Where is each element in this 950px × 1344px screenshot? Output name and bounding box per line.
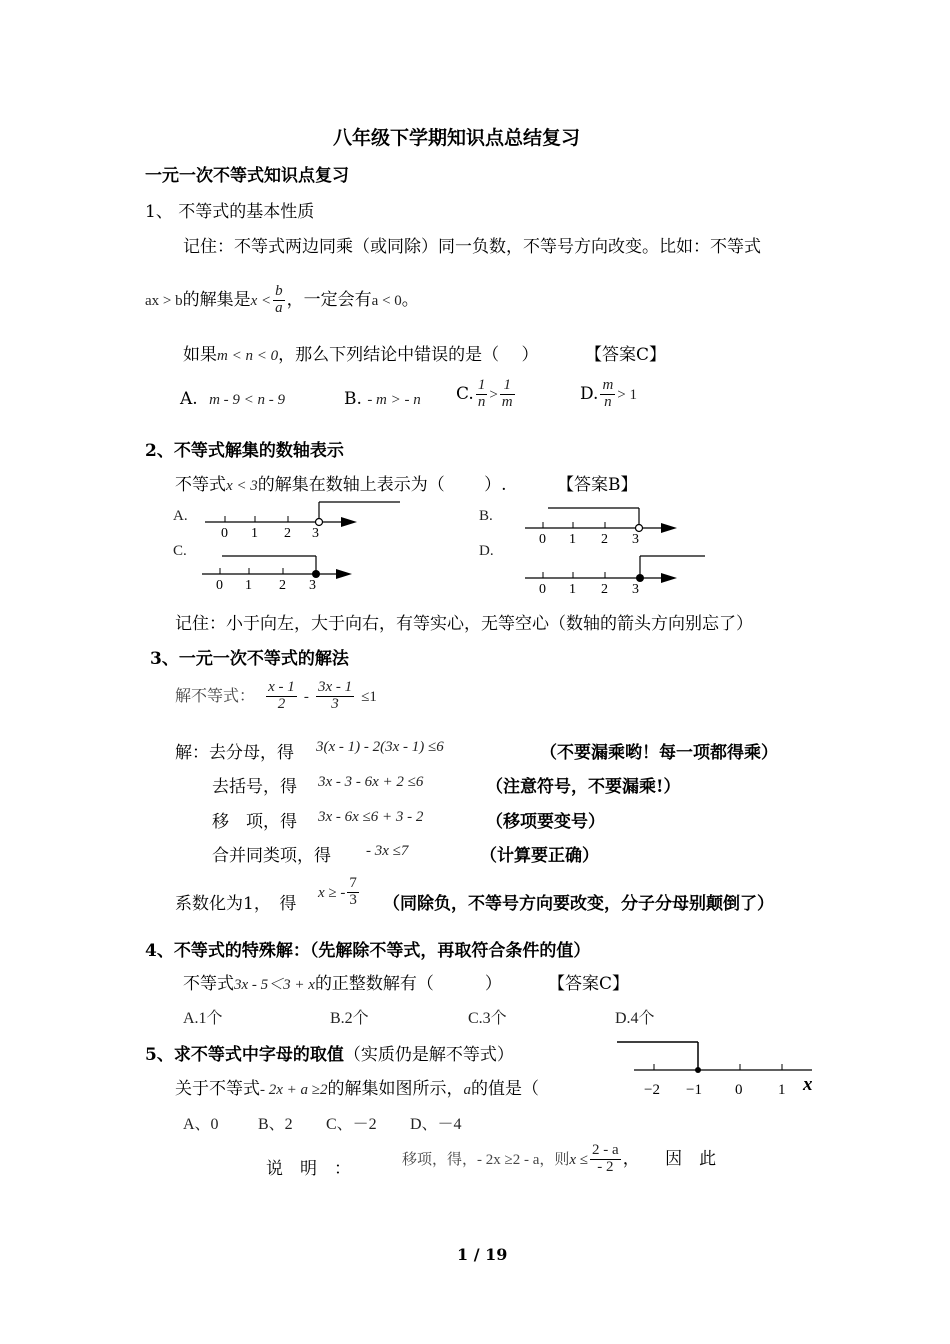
explain-label: 说 明 ： [266, 1159, 351, 1179]
example-frac-den: a [275, 299, 283, 316]
item4-q-prefix: 不等式 [183, 974, 234, 994]
item5-question [175, 1074, 539, 1099]
step-4-label: 合并同类项，得 [212, 846, 331, 866]
problem-frac1 [266, 680, 297, 713]
question-prefix: 如果 [183, 345, 217, 365]
tick-label: 1 [245, 578, 252, 593]
step-1-expr: 3(x - 1) - 2(3x - 1) ≤6 [316, 739, 444, 755]
step-3-label: 移 项，得 [212, 812, 297, 832]
final-expr: x ≥ - [318, 884, 346, 901]
item1-question [183, 340, 538, 365]
axis-tick: 1 [778, 1082, 786, 1098]
tick-label: 1 [251, 526, 258, 541]
item5-option-d: D、－4 [410, 1116, 462, 1133]
item5-option-c: C、－2 [326, 1116, 377, 1133]
example-x: x < [250, 292, 272, 309]
item2-q-text: 的解集在数轴上表示为（ ）. [257, 475, 507, 495]
step-2-expr: 3x - 3 - 6x + 2 ≤6 [318, 774, 424, 790]
final-den: 3 [349, 891, 357, 908]
axis-tick: 0 [735, 1082, 743, 1098]
item5-q-end: 的值是（ [471, 1079, 540, 1099]
explain-x: x ≤ [569, 1151, 589, 1168]
explain-num: 2 - a [592, 1142, 619, 1158]
question-text: ，那么下列结论中错误的是（ ） [278, 345, 539, 365]
frac2-num: 1 [500, 378, 515, 395]
tick-label: 2 [279, 578, 286, 593]
item1-example [145, 284, 419, 317]
tick-label: 3 [309, 578, 316, 593]
item5-q-expr: - 2x + a ≥2 [260, 1082, 328, 1098]
example-period: 。 [401, 289, 419, 310]
question-cond: m < n < 0 [217, 348, 279, 364]
item4-option-b: B.2个 [330, 1010, 369, 1027]
item4-option-a: A.1个 [183, 1010, 223, 1027]
tick-label: 2 [601, 532, 608, 547]
axis-label: x [803, 1074, 813, 1095]
explain-frac [590, 1143, 621, 1176]
frac2-den: m [501, 393, 513, 410]
item4-q-text: 的正整数解有（ ） [314, 974, 502, 994]
item5-q-prefix: 关于不等式 [175, 1079, 260, 1099]
item2-q-expr: x < 3 [226, 478, 258, 494]
item4-option-d: D.4个 [615, 1010, 655, 1027]
tick-label: 0 [539, 532, 546, 547]
item1-option-d [580, 378, 637, 411]
option-a-expr: m - 9 < n - 9 [209, 392, 286, 408]
f2-num: 3x - 1 [317, 679, 353, 695]
item1-title: 1、 不等式的基本性质 [145, 202, 315, 222]
option-b-expr: - m > - n [367, 392, 421, 408]
label-b: B. [479, 508, 493, 524]
option-a-label: A. [180, 389, 198, 409]
example-prefix: ax > b [145, 292, 183, 309]
item4-question [183, 969, 502, 994]
step-4-expr: - 3x ≤7 [366, 843, 409, 859]
fracd-den: n [604, 393, 612, 410]
label-c: C. [173, 543, 187, 559]
item4-option-c: C.3个 [468, 1010, 507, 1027]
tick-label: 3 [632, 582, 639, 597]
final-frac [347, 876, 359, 909]
number-line-c [192, 552, 367, 597]
item1-option-c [456, 378, 517, 411]
explain-end: ， 因 此 [622, 1148, 717, 1169]
tick-label: 0 [539, 582, 546, 597]
example-end: ，一定会有 [286, 289, 372, 310]
step-2-label: 去括号，得 [212, 777, 297, 797]
item5-option-a: A、0 [183, 1116, 219, 1133]
number-line-b [515, 504, 690, 549]
fracd-num: m [602, 377, 614, 393]
problem-prefix: 解不等式： [175, 685, 256, 705]
example-mid: 的解集是 [182, 289, 251, 310]
step-2-note: （注意符号，不要漏乘!） [486, 777, 681, 797]
problem-rhs: ≤1 [361, 688, 377, 705]
item3-problem [175, 680, 377, 713]
item1-answer: 【答案C】 [585, 345, 667, 365]
item2-remember: 记住：小于向左，大于向右，有等实心，无等空心（数轴的箭头方向别忘了） [175, 614, 753, 634]
item4-q-expr: 3x - 5＜3 + x [234, 977, 315, 993]
item2-q-prefix: 不等式 [175, 475, 226, 495]
item5-number-line [612, 1036, 822, 1101]
tick-label: 0 [216, 578, 223, 593]
option-d-frac [600, 378, 615, 411]
tick-label: 3 [312, 526, 319, 541]
explain-text: 移项，得，- 2x ≥2 - a，则 [402, 1151, 570, 1168]
option-d-rest: > 1 [617, 386, 637, 403]
example-fraction [273, 284, 285, 317]
step-1-note: （不要漏乘哟！每一项都得乘） [540, 743, 778, 763]
example-frac-num: b [275, 283, 283, 299]
item5-q-text: 的解集如图所示， [327, 1079, 464, 1099]
option-b-label: B. [344, 389, 362, 409]
explain-content [402, 1143, 716, 1176]
section-heading: 一元一次不等式知识点复习 [145, 166, 349, 186]
item5-title-main: 5、求不等式中字母的取值 [145, 1045, 344, 1065]
final-step-note: （同除负，不等号方向要改变，分子分母别颠倒了） [383, 894, 774, 914]
tick-label: 2 [601, 582, 608, 597]
problem-frac2 [316, 680, 354, 713]
item2-answer: 【答案B】 [557, 475, 638, 495]
axis-tick: −1 [686, 1082, 702, 1098]
option-c-label: C. [456, 383, 474, 404]
example-cond: a < 0 [371, 292, 402, 309]
tick-label: 1 [569, 532, 576, 547]
final-step-label: 系数化为1， 得 [175, 894, 297, 914]
label-a: A. [173, 508, 188, 524]
f1-num: x - 1 [268, 679, 295, 695]
page-number: 1 / 19 [457, 1245, 508, 1264]
final-num: 7 [349, 875, 357, 891]
option-c-op: > [489, 386, 498, 403]
page-title: 八年级下学期知识点总结复习 [333, 127, 581, 149]
label-d: D. [479, 543, 494, 559]
item5-title-note: （实质仍是解不等式） [343, 1045, 514, 1065]
item4-answer: 【答案C】 [548, 974, 630, 994]
axis-tick: −2 [644, 1082, 660, 1098]
tick-label: 2 [284, 526, 291, 541]
tick-label: 0 [221, 526, 228, 541]
item1-option-b [344, 389, 421, 409]
explain-den: - 2 [597, 1158, 614, 1175]
step-3-note: （移项要变号） [486, 812, 605, 832]
option-c-frac2 [500, 378, 515, 411]
f2-den: 3 [331, 695, 339, 712]
item1-remember: 记住：不等式两边同乘（或同除）同一负数，不等号方向改变。比如：不等式 [183, 237, 761, 257]
item5-option-b: B、2 [258, 1116, 293, 1133]
item5-q-var: a [463, 1082, 472, 1098]
final-step-expr [318, 876, 361, 909]
number-line-a [195, 498, 410, 543]
tick-label: 3 [632, 532, 639, 547]
frac1-den: n [477, 393, 486, 410]
option-c-frac1 [476, 378, 488, 411]
item1-option-a [180, 389, 285, 409]
step-4-note: （计算要正确） [480, 846, 599, 866]
tick-label: 1 [569, 582, 576, 597]
number-line-d [515, 553, 710, 598]
item2-question [175, 470, 507, 495]
f1-den: 2 [277, 695, 286, 712]
option-d-label: D. [580, 383, 599, 404]
item2-title: 2、不等式解集的数轴表示 [145, 441, 344, 461]
problem-minus: - [303, 688, 309, 705]
frac1-num: 1 [477, 377, 486, 393]
step-1-label: 解：去分母，得 [175, 743, 294, 763]
item4-title: 4、不等式的特殊解：（先解除不等式，再取符合条件的值） [145, 941, 591, 961]
item3-title: 3、一元一次不等式的解法 [150, 649, 349, 669]
step-3-expr: 3x - 6x ≤6 + 3 - 2 [318, 809, 424, 825]
item5-title [145, 1040, 514, 1065]
